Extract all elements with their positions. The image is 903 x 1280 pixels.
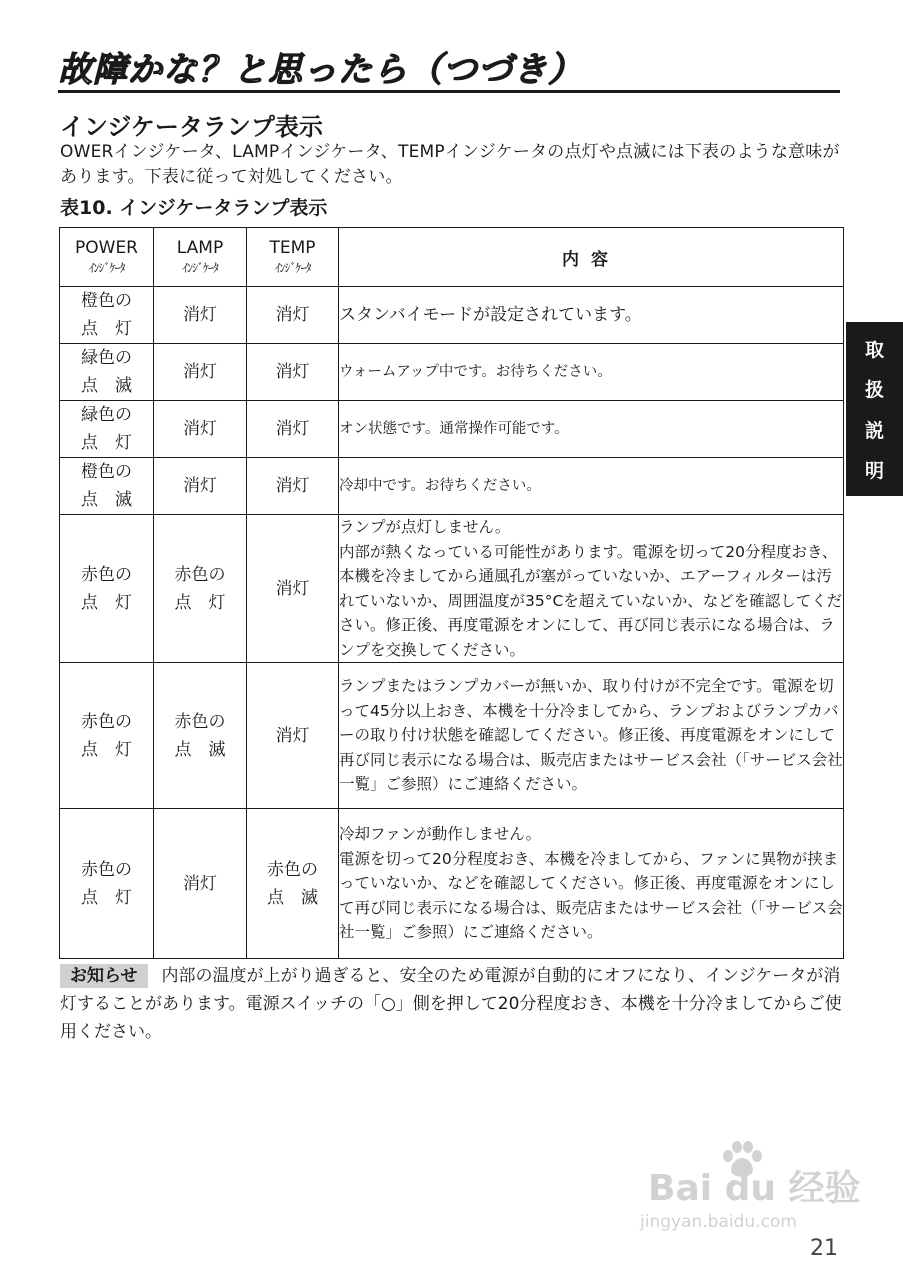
header-lamp — [154, 228, 247, 287]
indicator-table — [59, 227, 844, 959]
temp-state-cell: 消灯 — [247, 663, 339, 809]
power-state-cell: 赤色の 点 灯 — [60, 663, 154, 809]
header-lamp-label: LAMP — [176, 238, 224, 258]
lamp-state-cell: 消灯 — [154, 809, 247, 959]
header-content: 内容 — [339, 228, 844, 287]
lamp-state-cell: 赤色の 点 滅 — [154, 663, 247, 809]
content-cell: 冷却ファンが動作しません。 電源を切って20分程度おき、本機を冷ましてから、ファンに異物が挟まっていないか、などを確認してください。修正後、再度電源をオンにして再び同じ表示になる場合は、販売店またはサービス会社（「サービス会社一覧」ご参照）にご連絡ください。 — [339, 809, 844, 959]
lamp-state-cell: 消灯 — [154, 287, 247, 344]
table-row — [60, 663, 844, 809]
content-cell: ランプが点灯しません。 内部が熱くなっている可能性があります。電源を切って20分程度おき、本機を冷ましてから通風孔が塞がっていないか、エアーフィルターは汚れていないか、周囲温度が35°Cを超えていないか、などを確認してください。修正後、再度電源をオンにして、再び同じ表示になる場合は、ランプを交換してください。 — [339, 515, 844, 663]
header-lamp-sub: ｲﾝｼﾞｹｰﾀ — [181, 261, 218, 275]
power-state-cell: 赤色の 点 灯 — [60, 515, 154, 663]
side-tab-char: 取 — [864, 338, 884, 361]
content-cell: ウォームアップ中です。お待ちください。 — [339, 344, 844, 401]
side-tab-char: 説 — [864, 419, 884, 442]
temp-state-cell: 消灯 — [247, 458, 339, 515]
content-cell: オン状態です。通常操作可能です。 — [339, 401, 844, 458]
table-row — [60, 344, 844, 401]
header-temp-label: TEMP — [269, 238, 316, 258]
table-row — [60, 809, 844, 959]
lamp-state-cell: 消灯 — [154, 458, 247, 515]
power-state-cell: 緑色の 点 灯 — [60, 401, 154, 458]
header-power-label: POWER — [75, 238, 138, 258]
side-tab-char: 明 — [864, 460, 884, 483]
table-body — [60, 287, 844, 959]
content-cell: ランプまたはランプカバーが無いか、取り付けが不完全です。電源を切って45分以上おき、本機を十分冷ましてから、ランプおよびランプカバーの取り付け状態を確認してください。修正後、再度電源をオンにして再び同じ表示になる場合は、販売店またはサービス会社（「サービス会社一覧」ご参照）にご連絡ください。 — [339, 663, 844, 809]
side-tab — [846, 322, 903, 496]
temp-state-cell: 消灯 — [247, 344, 339, 401]
header-temp-sub: ｲﾝｼﾞｹｰﾀ — [274, 261, 311, 275]
side-tab-char: 扱 — [864, 379, 884, 402]
table-caption: 表10. インジケータランプ表示 — [60, 197, 328, 219]
watermark-logo-text: Bai du 经验 — [648, 1168, 861, 1209]
power-state-cell: 橙色の 点 滅 — [60, 458, 154, 515]
title-rule — [58, 90, 840, 93]
section-heading: インジケータランプ表示 — [60, 113, 323, 141]
table-row — [60, 515, 844, 663]
table-row — [60, 287, 844, 344]
power-state-cell: 緑色の 点 滅 — [60, 344, 154, 401]
page-title: 故障かな？と思ったら（つづき） — [58, 50, 583, 90]
watermark — [640, 1160, 861, 1240]
temp-state-cell: 赤色の 点 滅 — [247, 809, 339, 959]
table-row — [60, 458, 844, 515]
temp-state-cell: 消灯 — [247, 401, 339, 458]
watermark-url: jingyan.baidu.com — [640, 1212, 797, 1232]
temp-state-cell: 消灯 — [247, 515, 339, 663]
table-row — [60, 401, 844, 458]
intro-paragraph: OWERインジケータ、LAMPインジケータ、TEMPインジケータの点灯や点滅には下表のような意味があります。下表に従って対処してください。 — [60, 142, 840, 187]
note-text: 内部の温度が上がり過ぎると、安全のため電源が自動的にオフになり、インジケータが消灯することがあります。電源スイッチの「○」側を押して20分程度おき、本機を十分冷ましてからご使用ください。 — [60, 966, 842, 1042]
content-cell: スタンバイモードが設定されています。 — [339, 287, 844, 344]
page-number: 21 — [810, 1236, 838, 1261]
header-power — [60, 228, 154, 287]
lamp-state-cell: 赤色の 点 灯 — [154, 515, 247, 663]
header-temp — [247, 228, 339, 287]
content-cell: 冷却中です。お待ちください。 — [339, 458, 844, 515]
power-state-cell: 橙色の 点 灯 — [60, 287, 154, 344]
temp-state-cell: 消灯 — [247, 287, 339, 344]
power-state-cell: 赤色の 点 灯 — [60, 809, 154, 959]
lamp-state-cell: 消灯 — [154, 401, 247, 458]
lamp-state-cell: 消灯 — [154, 344, 247, 401]
note-label: お知らせ — [60, 964, 148, 988]
table-header-row — [60, 228, 844, 287]
header-power-sub: ｲﾝｼﾞｹｰﾀ — [88, 261, 125, 275]
note — [60, 962, 845, 1046]
